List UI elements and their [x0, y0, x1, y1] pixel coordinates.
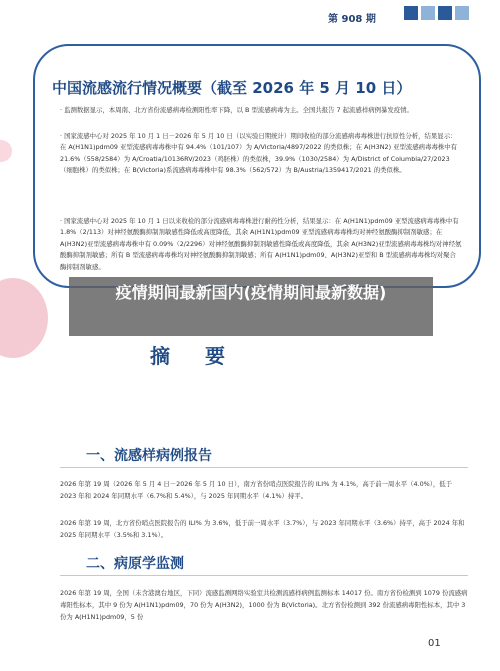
section-paragraph: 2026 年第 19 周（2026 年 5 月 4 日－2026 年 5 月 10 日），南方省份哨点医院报告的 ILI% 为 4.1%，高于前一周水平（4.0%），低于 2023 年和 2024 年同期水平（6.7%和 5.4%），与 2025 年同期水平（4.1%）持平。 — [60, 480, 453, 501]
section-divider — [60, 467, 468, 468]
section-paragraph: 2026 年第 19 周，北方省份哨点医院报告的 ILI% 为 3.6%，低于前一周水平（3.7%），与 2023 年同期水平（3.6%）持平，高于 2024 年和 2025 年同期水平（3.5%和 3.1%）。 — [60, 519, 465, 540]
section-divider — [60, 575, 468, 576]
summary-paragraph: · 监测数据显示，本周南、北方省份流感病毒检测阳性率下降，以 B 型流感病毒为主。全国共报告 7 起流感样病例暴发疫情。 — [60, 106, 413, 114]
section-heading-ili: 一、流感样病例报告 — [86, 448, 212, 464]
publication-logo-icon — [404, 6, 472, 32]
summary-paragraph: · 国家流感中心对 2025 年 10 月 1 日以来收检的部分流感病毒毒株进行耐药性分析，结果显示：在 A(H1N1)pdm09 亚型流感病毒毒株中有 1.8%（2/113）对神经氨酸酶抑制剂敏感性降低或高度降低，其余 A(H1N1)pdm09 亚型流感病毒毒株均对神经氨酸酶抑制剂敏感；在 A(H3N2)亚型流感病毒毒株中有 0.09%（2/2296）对神经氨酸酶抑制剂敏感性降低或高度降低，其余 A(H3N2)亚型流感病毒毒株均对神经氨酸酶抑制剂敏感；所有 B 型流感病毒毒株均对神经氨酸酶抑制剂敏感；所有 A(H1N1)pdm09、A(H3N2)亚型和 B 型流感病毒毒株均对聚合酶抑制剂敏感。 — [60, 217, 462, 271]
summary-paragraph: · 国家流感中心对 2025 年 10 月 1 日－2026 年 5 月 10 日（以实验日期统计）期间收检的部分流感病毒毒株进行抗原性分析，结果显示：在 A(H1N1)pdm09 亚型流感病毒毒株中有 94.4%（101/107）为 A/Victoria/4897/2022 的类似株；在 A(H3N2) 亚型流感病毒毒株中有 21.6%（558/2584）为 A/Croatia/10136RV/2023（鸡胚株）的类似株，39.9%（1030/2584）为 A/District of Columbia/27/2023（细胞株）的类似株；在 B(Victoria)系流感病毒毒株中有 98.3%（562/572）为 B/Austria/1359417/2021 的类似株。 — [60, 132, 458, 175]
section-heading-etiology: 二、病原学监测 — [86, 556, 184, 572]
virus-decoration-icon — [0, 140, 12, 162]
issue-number: 第 908 期 — [328, 14, 376, 25]
abstract-heading: 摘 要 — [150, 344, 239, 368]
virus-decoration-icon — [0, 278, 48, 358]
page-number: 01 — [428, 638, 441, 649]
overlay-banner-text[interactable]: 疫情期间最新国内(疫情期间最新数据) — [115, 283, 387, 302]
section-paragraph: 2026 年第 19 周，全国（未含港澳台地区，下同）流感监测网络实验室共检测流感样病例监测标本 14017 份。南方省份检测到 1079 份流感病毒阳性标本，其中 9 份为 A(H1N1)pdm09，70 份为 A(H3N2)，1000 份为 B(Victoria)。北方省份检测到 392 份流感病毒阳性标本，其中 3 份为 A(H1N1)pdm09，5 份 — [60, 589, 468, 622]
summary-title: 中国流感流行情况概要（截至 2026 年 5 月 10 日） — [52, 79, 412, 97]
